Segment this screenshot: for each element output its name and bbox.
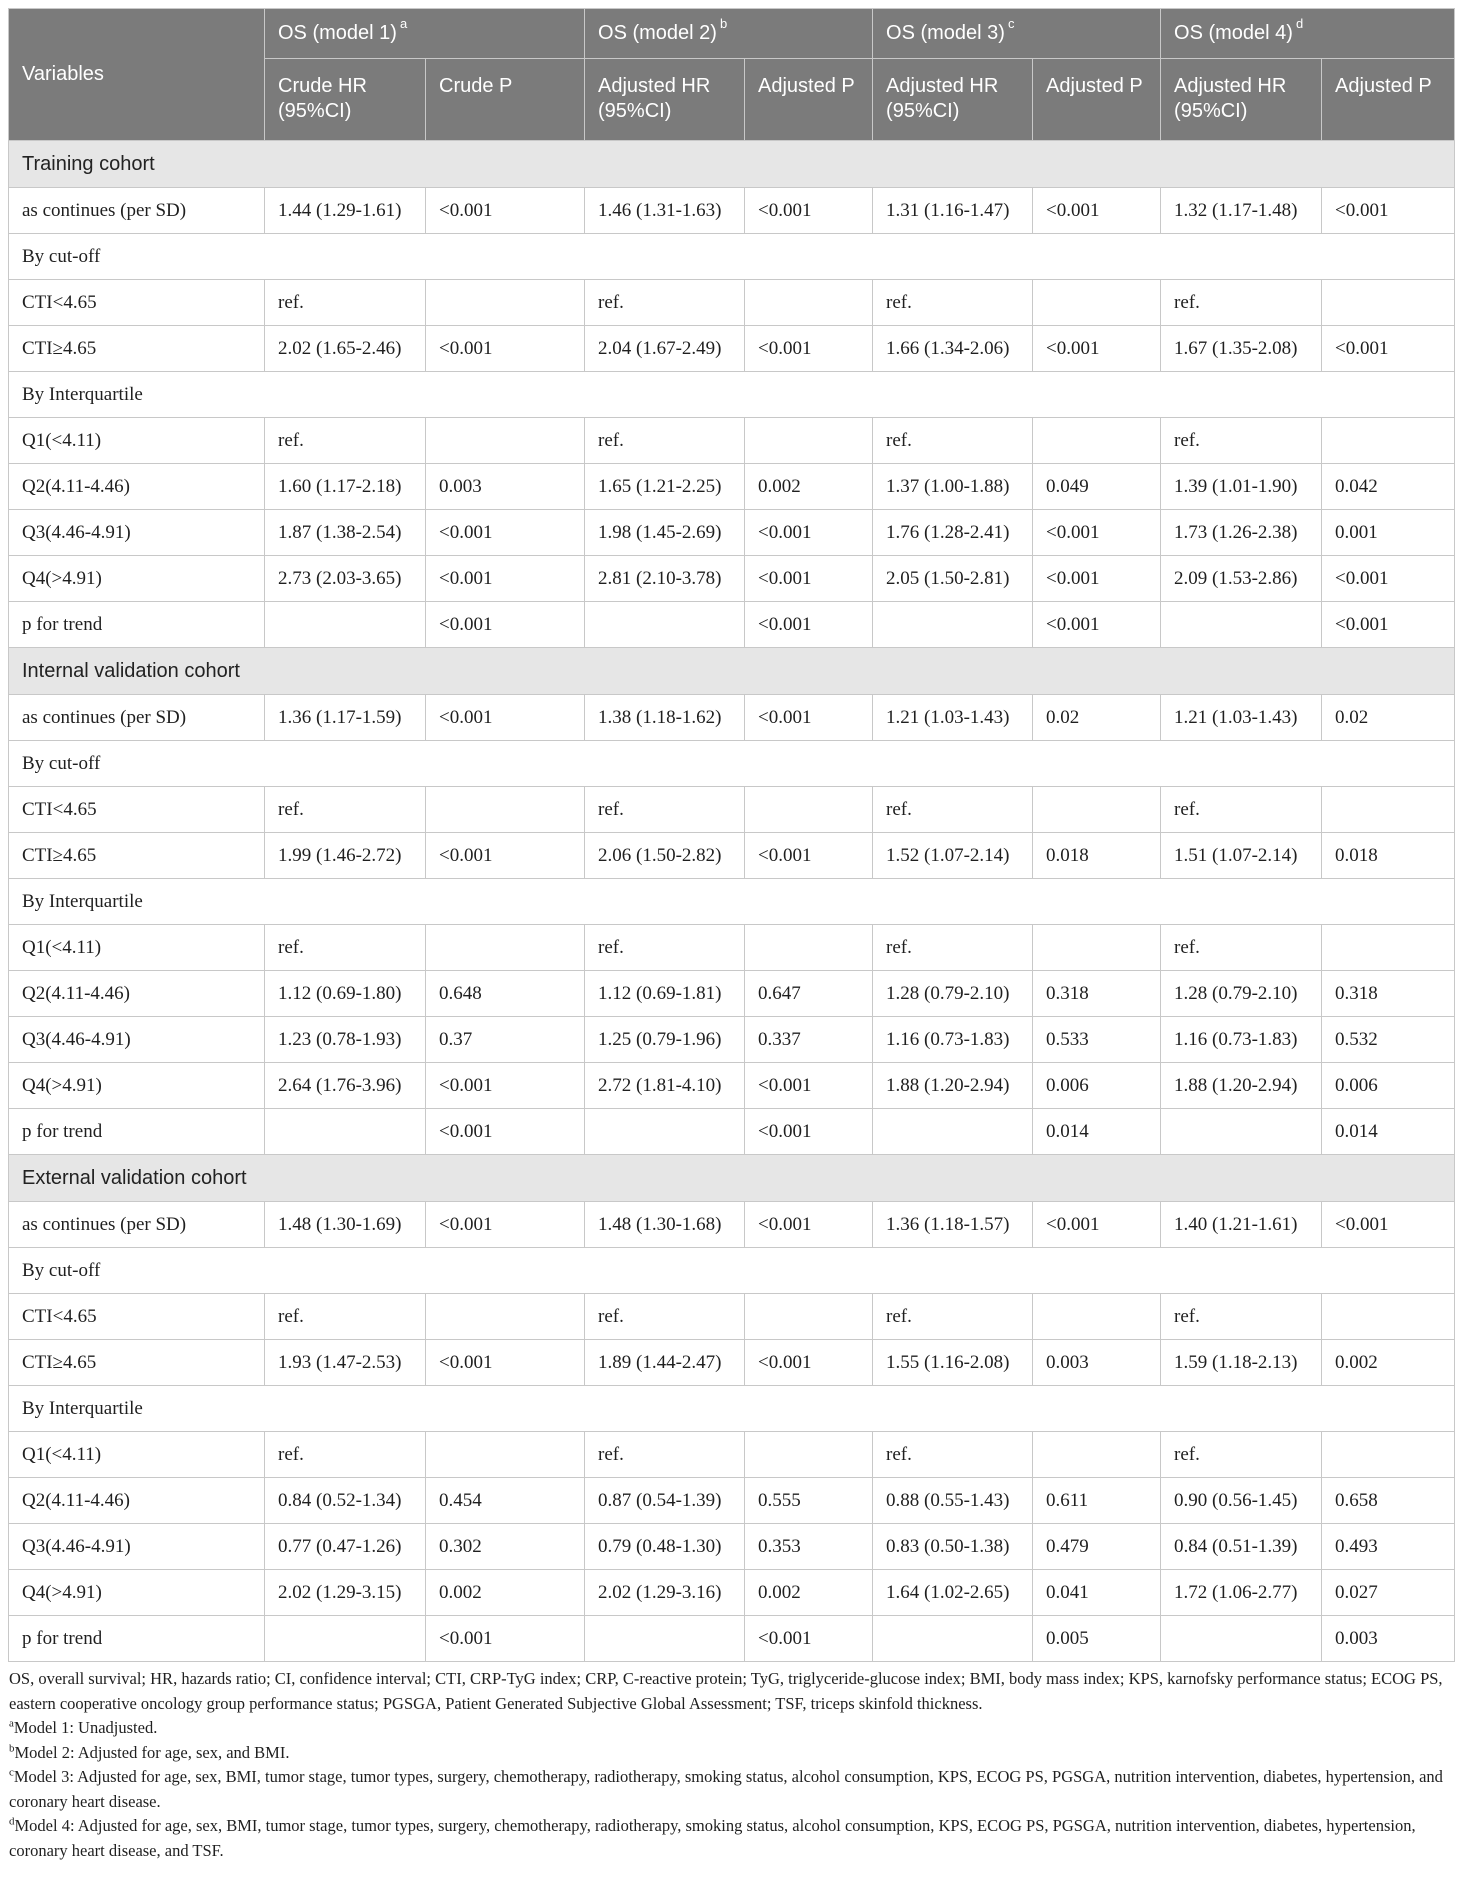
subgroup-row — [9, 741, 1455, 787]
hr-cell: ref. — [873, 418, 1033, 464]
p-value-cell: <0.001 — [426, 1616, 585, 1662]
hr-cell — [873, 602, 1033, 648]
p-value-cell: 0.049 — [1033, 464, 1161, 510]
hr-cell: 1.21 (1.03-1.43) — [873, 695, 1033, 741]
hr-cell: 0.83 (0.50-1.38) — [873, 1524, 1033, 1570]
table-row — [9, 1109, 1455, 1155]
p-value-cell — [1033, 925, 1161, 971]
p-value-cell: 0.302 — [426, 1524, 585, 1570]
table-row — [9, 1340, 1455, 1386]
p-value-cell: <0.001 — [1322, 188, 1455, 234]
row-label: CTI≥4.65 — [9, 1340, 265, 1386]
p-value-cell: <0.001 — [745, 510, 873, 556]
table-row — [9, 1478, 1455, 1524]
p-value-cell: 0.353 — [745, 1524, 873, 1570]
p-value-cell: <0.001 — [745, 1063, 873, 1109]
hr-cell: 1.66 (1.34-2.06) — [873, 326, 1033, 372]
hr-cell: 2.04 (1.67-2.49) — [585, 326, 745, 372]
footnote-b: $^b$Model 2: Adjusted for age, sex, and BMI. — [9, 1742, 290, 1762]
hr-cell: 1.65 (1.21-2.25) — [585, 464, 745, 510]
row-label: Q2(4.11-4.46) — [9, 464, 265, 510]
table-row — [9, 695, 1455, 741]
p-value-cell: <0.001 — [745, 1109, 873, 1155]
hr-cell: 1.39 (1.01-1.90) — [1161, 464, 1322, 510]
p-value-cell — [1322, 1432, 1455, 1478]
p-value-cell: 0.611 — [1033, 1478, 1161, 1524]
hr-cell — [585, 1616, 745, 1662]
table-row — [9, 556, 1455, 602]
section-row — [9, 1155, 1455, 1202]
hr-cell: 1.51 (1.07-2.14) — [1161, 833, 1322, 879]
p-value-cell: 0.337 — [745, 1017, 873, 1063]
hr-cell: 2.73 (2.03-3.65) — [265, 556, 426, 602]
hr-cell: 1.16 (0.73-1.83) — [873, 1017, 1033, 1063]
hr-cell: 1.48 (1.30-1.68) — [585, 1202, 745, 1248]
subgroup-label: By Interquartile — [9, 372, 1455, 418]
p-value-cell: 0.533 — [1033, 1017, 1161, 1063]
p-value-cell — [1033, 280, 1161, 326]
section-title: External validation cohort — [9, 1155, 1455, 1202]
row-label: CTI<4.65 — [9, 280, 265, 326]
row-label: CTI≥4.65 — [9, 833, 265, 879]
header-row-models — [9, 9, 1455, 59]
hr-cell: ref. — [265, 280, 426, 326]
hr-cell: 2.06 (1.50-2.82) — [585, 833, 745, 879]
hr-cell: 1.16 (0.73-1.83) — [1161, 1017, 1322, 1063]
p-value-cell — [745, 925, 873, 971]
p-value-cell: 0.658 — [1322, 1478, 1455, 1524]
hr-cell — [265, 1109, 426, 1155]
p-value-cell: <0.001 — [1033, 556, 1161, 602]
header-metric: Adjusted P — [1322, 59, 1455, 141]
header-model-4: OS (model 4) $^d$ — [1161, 9, 1455, 59]
table-row — [9, 1432, 1455, 1478]
p-value-cell: 0.001 — [1322, 510, 1455, 556]
results-table-container — [8, 8, 1454, 1863]
p-value-cell: <0.001 — [1322, 1202, 1455, 1248]
p-value-cell: <0.001 — [426, 1202, 585, 1248]
p-value-cell: 0.006 — [1033, 1063, 1161, 1109]
footnote-c: $^c$Model 3: Adjusted for age, sex, BMI, tumor stage, tumor types, surgery, chemotherapy, radiotherapy, smoking status, alcohol consumption, KPS, ECOG PS, PGSGA, nutrition intervention, diabetes, hypertension, and coronary heart disease. — [9, 1766, 1443, 1811]
p-value-cell: 0.005 — [1033, 1616, 1161, 1662]
p-value-cell: <0.001 — [426, 556, 585, 602]
table-row — [9, 1524, 1455, 1570]
hr-cell: 1.12 (0.69-1.80) — [265, 971, 426, 1017]
subgroup-row — [9, 1248, 1455, 1294]
section-row — [9, 141, 1455, 188]
p-value-cell — [1033, 1432, 1161, 1478]
table-row — [9, 280, 1455, 326]
p-value-cell: 0.018 — [1033, 833, 1161, 879]
hr-cell: 0.84 (0.52-1.34) — [265, 1478, 426, 1524]
p-value-cell: <0.001 — [426, 602, 585, 648]
table-row — [9, 1570, 1455, 1616]
p-value-cell: <0.001 — [745, 1202, 873, 1248]
p-value-cell — [1322, 280, 1455, 326]
p-value-cell: <0.001 — [745, 833, 873, 879]
p-value-cell — [426, 280, 585, 326]
table-row — [9, 418, 1455, 464]
row-label: Q1(<4.11) — [9, 925, 265, 971]
p-value-cell: 0.014 — [1033, 1109, 1161, 1155]
p-value-cell: 0.003 — [1322, 1616, 1455, 1662]
hr-cell: 2.81 (2.10-3.78) — [585, 556, 745, 602]
hr-cell: 1.36 (1.18-1.57) — [873, 1202, 1033, 1248]
subgroup-label: By cut-off — [9, 741, 1455, 787]
row-label: CTI<4.65 — [9, 787, 265, 833]
p-value-cell — [426, 418, 585, 464]
hr-cell: 1.98 (1.45-2.69) — [585, 510, 745, 556]
hr-cell: 1.37 (1.00-1.88) — [873, 464, 1033, 510]
row-label: Q1(<4.11) — [9, 1432, 265, 1478]
hr-cell: 2.02 (1.65-2.46) — [265, 326, 426, 372]
hr-cell: 1.76 (1.28-2.41) — [873, 510, 1033, 556]
table-row — [9, 1202, 1455, 1248]
row-label: CTI<4.65 — [9, 1294, 265, 1340]
hr-cell: 1.44 (1.29-1.61) — [265, 188, 426, 234]
hr-cell: 1.46 (1.31-1.63) — [585, 188, 745, 234]
p-value-cell — [745, 280, 873, 326]
p-value-cell — [426, 1294, 585, 1340]
row-label: as continues (per SD) — [9, 695, 265, 741]
hr-cell: 1.12 (0.69-1.81) — [585, 971, 745, 1017]
row-label: Q2(4.11-4.46) — [9, 1478, 265, 1524]
hr-cell: 1.88 (1.20-2.94) — [873, 1063, 1033, 1109]
hr-cell: ref. — [265, 925, 426, 971]
p-value-cell: 0.454 — [426, 1478, 585, 1524]
section-row — [9, 648, 1455, 695]
hr-cell: 1.32 (1.17-1.48) — [1161, 188, 1322, 234]
hr-cell: 1.28 (0.79-2.10) — [1161, 971, 1322, 1017]
hr-cell: 1.93 (1.47-2.53) — [265, 1340, 426, 1386]
p-value-cell: 0.318 — [1322, 971, 1455, 1017]
hr-cell — [585, 1109, 745, 1155]
table-footnotes — [8, 1667, 1454, 1863]
hr-cell: 1.52 (1.07-2.14) — [873, 833, 1033, 879]
p-value-cell: 0.493 — [1322, 1524, 1455, 1570]
p-value-cell: <0.001 — [1033, 1202, 1161, 1248]
p-value-cell: 0.002 — [1322, 1340, 1455, 1386]
p-value-cell: <0.001 — [426, 1109, 585, 1155]
hr-cell — [1161, 602, 1322, 648]
header-metric: Adjusted HR (95%CI) — [585, 59, 745, 141]
p-value-cell — [1322, 787, 1455, 833]
hr-cell: 2.09 (1.53-2.86) — [1161, 556, 1322, 602]
hr-cell: ref. — [585, 787, 745, 833]
p-value-cell: <0.001 — [745, 1616, 873, 1662]
hr-cell — [873, 1616, 1033, 1662]
row-label: p for trend — [9, 1109, 265, 1155]
p-value-cell: <0.001 — [1033, 602, 1161, 648]
hr-cell: 2.02 (1.29-3.15) — [265, 1570, 426, 1616]
row-label: p for trend — [9, 602, 265, 648]
subgroup-row — [9, 879, 1455, 925]
table-row — [9, 602, 1455, 648]
table-row — [9, 326, 1455, 372]
hr-cell: ref. — [873, 280, 1033, 326]
subgroup-row — [9, 234, 1455, 280]
p-value-cell: 0.027 — [1322, 1570, 1455, 1616]
footnote-a: $^a$Model 1: Unadjusted. — [9, 1717, 158, 1737]
hr-cell: 2.05 (1.50-2.81) — [873, 556, 1033, 602]
p-value-cell: <0.001 — [1322, 326, 1455, 372]
p-value-cell — [745, 787, 873, 833]
row-label: CTI≥4.65 — [9, 326, 265, 372]
p-value-cell: <0.001 — [426, 188, 585, 234]
p-value-cell: <0.001 — [426, 833, 585, 879]
p-value-cell: <0.001 — [1033, 326, 1161, 372]
hr-cell: ref. — [1161, 925, 1322, 971]
hr-cell: ref. — [265, 787, 426, 833]
hr-cell: ref. — [585, 925, 745, 971]
hr-cell: ref. — [265, 1432, 426, 1478]
hr-cell: 1.73 (1.26-2.38) — [1161, 510, 1322, 556]
hr-cell: ref. — [873, 1432, 1033, 1478]
table-row — [9, 1294, 1455, 1340]
p-value-cell: <0.001 — [745, 188, 873, 234]
hr-cell: 1.67 (1.35-2.08) — [1161, 326, 1322, 372]
p-value-cell: 0.006 — [1322, 1063, 1455, 1109]
p-value-cell: <0.001 — [1033, 188, 1161, 234]
p-value-cell — [1322, 418, 1455, 464]
p-value-cell: <0.001 — [426, 1063, 585, 1109]
p-value-cell: <0.001 — [426, 510, 585, 556]
header-metric: Adjusted P — [1033, 59, 1161, 141]
table-body — [9, 141, 1455, 1662]
hr-cell — [585, 602, 745, 648]
p-value-cell: 0.003 — [1033, 1340, 1161, 1386]
row-label: Q4(>4.91) — [9, 1063, 265, 1109]
hr-cell: ref. — [265, 418, 426, 464]
p-value-cell — [745, 1294, 873, 1340]
header-variables: Variables — [9, 9, 265, 141]
hr-cell: ref. — [1161, 280, 1322, 326]
hr-cell: 1.99 (1.46-2.72) — [265, 833, 426, 879]
hr-cell: 1.60 (1.17-2.18) — [265, 464, 426, 510]
table-row — [9, 464, 1455, 510]
hr-cell: 1.21 (1.03-1.43) — [1161, 695, 1322, 741]
p-value-cell: <0.001 — [1322, 602, 1455, 648]
section-title: Training cohort — [9, 141, 1455, 188]
hr-cell: 1.87 (1.38-2.54) — [265, 510, 426, 556]
p-value-cell: 0.479 — [1033, 1524, 1161, 1570]
hr-cell: ref. — [585, 1294, 745, 1340]
row-label: Q3(4.46-4.91) — [9, 1017, 265, 1063]
p-value-cell: <0.001 — [745, 1340, 873, 1386]
hr-cell: 2.02 (1.29-3.16) — [585, 1570, 745, 1616]
hr-cell: ref. — [873, 787, 1033, 833]
hr-cell: 0.79 (0.48-1.30) — [585, 1524, 745, 1570]
hr-cell — [265, 1616, 426, 1662]
row-label: Q3(4.46-4.91) — [9, 1524, 265, 1570]
p-value-cell: <0.001 — [745, 326, 873, 372]
p-value-cell: 0.02 — [1033, 695, 1161, 741]
row-label: Q3(4.46-4.91) — [9, 510, 265, 556]
table-row — [9, 1063, 1455, 1109]
p-value-cell: <0.001 — [1033, 510, 1161, 556]
hr-cell — [873, 1109, 1033, 1155]
p-value-cell: 0.018 — [1322, 833, 1455, 879]
hr-cell: 1.25 (0.79-1.96) — [585, 1017, 745, 1063]
p-value-cell: 0.318 — [1033, 971, 1161, 1017]
hr-cell: ref. — [265, 1294, 426, 1340]
p-value-cell — [426, 1432, 585, 1478]
row-label: as continues (per SD) — [9, 1202, 265, 1248]
table-row — [9, 971, 1455, 1017]
p-value-cell: 0.555 — [745, 1478, 873, 1524]
subgroup-label: By cut-off — [9, 234, 1455, 280]
p-value-cell — [426, 787, 585, 833]
hr-cell: 1.64 (1.02-2.65) — [873, 1570, 1033, 1616]
p-value-cell: 0.648 — [426, 971, 585, 1017]
row-label: Q2(4.11-4.46) — [9, 971, 265, 1017]
p-value-cell: 0.647 — [745, 971, 873, 1017]
header-metric: Adjusted HR (95%CI) — [873, 59, 1033, 141]
hr-cell: ref. — [1161, 1294, 1322, 1340]
p-value-cell: 0.003 — [426, 464, 585, 510]
hr-cell: ref. — [585, 418, 745, 464]
subgroup-row — [9, 1386, 1455, 1432]
hr-cell: ref. — [585, 1432, 745, 1478]
row-label: p for trend — [9, 1616, 265, 1662]
p-value-cell — [745, 1432, 873, 1478]
hr-cell: 1.38 (1.18-1.62) — [585, 695, 745, 741]
row-label: Q4(>4.91) — [9, 1570, 265, 1616]
subgroup-label: By Interquartile — [9, 879, 1455, 925]
table-row — [9, 925, 1455, 971]
hr-cell: ref. — [1161, 1432, 1322, 1478]
p-value-cell: <0.001 — [426, 326, 585, 372]
hr-cell: ref. — [873, 1294, 1033, 1340]
p-value-cell: 0.042 — [1322, 464, 1455, 510]
hr-cell: 1.59 (1.18-2.13) — [1161, 1340, 1322, 1386]
p-value-cell — [1033, 787, 1161, 833]
p-value-cell: <0.001 — [745, 602, 873, 648]
hr-cell: 2.72 (1.81-4.10) — [585, 1063, 745, 1109]
p-value-cell — [1322, 925, 1455, 971]
hr-cell — [265, 602, 426, 648]
p-value-cell: <0.001 — [745, 695, 873, 741]
hr-cell: 1.40 (1.21-1.61) — [1161, 1202, 1322, 1248]
hr-cell: 0.88 (0.55-1.43) — [873, 1478, 1033, 1524]
section-title: Internal validation cohort — [9, 648, 1455, 695]
hr-cell: ref. — [1161, 787, 1322, 833]
table-row — [9, 510, 1455, 556]
p-value-cell: 0.041 — [1033, 1570, 1161, 1616]
row-label: Q1(<4.11) — [9, 418, 265, 464]
hr-cell: 1.55 (1.16-2.08) — [873, 1340, 1033, 1386]
table-row — [9, 833, 1455, 879]
hr-cell: 0.84 (0.51-1.39) — [1161, 1524, 1322, 1570]
hr-cell: 1.31 (1.16-1.47) — [873, 188, 1033, 234]
hr-cell: 0.87 (0.54-1.39) — [585, 1478, 745, 1524]
table-row — [9, 188, 1455, 234]
header-metric: Adjusted HR (95%CI) — [1161, 59, 1322, 141]
header-model-1: OS (model 1) $^a$ — [265, 9, 585, 59]
hr-cell: ref. — [873, 925, 1033, 971]
row-label: Q4(>4.91) — [9, 556, 265, 602]
header-model-3: OS (model 3) $^c$ — [873, 9, 1161, 59]
subgroup-label: By cut-off — [9, 1248, 1455, 1294]
hr-cell: 1.23 (0.78-1.93) — [265, 1017, 426, 1063]
p-value-cell: 0.002 — [426, 1570, 585, 1616]
row-label: as continues (per SD) — [9, 188, 265, 234]
header-model-2: OS (model 2) $^b$ — [585, 9, 873, 59]
hr-cell: 1.72 (1.06-2.77) — [1161, 1570, 1322, 1616]
p-value-cell: 0.014 — [1322, 1109, 1455, 1155]
table-row — [9, 1616, 1455, 1662]
table-row — [9, 787, 1455, 833]
p-value-cell: <0.001 — [426, 695, 585, 741]
p-value-cell: 0.37 — [426, 1017, 585, 1063]
p-value-cell — [1322, 1294, 1455, 1340]
p-value-cell — [426, 925, 585, 971]
p-value-cell — [745, 418, 873, 464]
hr-cell: 2.64 (1.76-3.96) — [265, 1063, 426, 1109]
header-metric: Crude P — [426, 59, 585, 141]
table-row — [9, 1017, 1455, 1063]
p-value-cell: <0.001 — [426, 1340, 585, 1386]
hr-cell: 1.48 (1.30-1.69) — [265, 1202, 426, 1248]
footnote-d: $^d$Model 4: Adjusted for age, sex, BMI, tumor stage, tumor types, surgery, chemotherapy, radiotherapy, smoking status, alcohol consumption, KPS, ECOG PS, PGSGA, nutrition intervention, diabetes, hypertension, coronary heart disease, and TSF. — [9, 1815, 1416, 1860]
header-metric: Adjusted P — [745, 59, 873, 141]
hr-cell — [1161, 1109, 1322, 1155]
subgroup-row — [9, 372, 1455, 418]
p-value-cell: 0.532 — [1322, 1017, 1455, 1063]
p-value-cell — [1033, 418, 1161, 464]
p-value-cell: <0.001 — [1322, 556, 1455, 602]
hr-cell: ref. — [1161, 418, 1322, 464]
hazard-ratio-table — [8, 8, 1455, 1662]
p-value-cell: 0.002 — [745, 464, 873, 510]
p-value-cell — [1033, 1294, 1161, 1340]
abbreviations-note: OS, overall survival; HR, hazards ratio; CI, confidence interval; CTI, CRP-TyG index; CRP, C-reactive protein; TyG, triglyceride-glucose index; BMI, body mass index; KPS, karnofsky performance status; ECOG PS, eastern cooperative oncology group performance status; PGSGA, Patient Generated Subjective Global Assessment; TSF, triceps skinfold thickness. — [9, 1669, 1443, 1713]
subgroup-label: By Interquartile — [9, 1386, 1455, 1432]
hr-cell: 0.90 (0.56-1.45) — [1161, 1478, 1322, 1524]
hr-cell: 0.77 (0.47-1.26) — [265, 1524, 426, 1570]
p-value-cell: 0.002 — [745, 1570, 873, 1616]
hr-cell — [1161, 1616, 1322, 1662]
hr-cell: 1.89 (1.44-2.47) — [585, 1340, 745, 1386]
hr-cell: ref. — [585, 280, 745, 326]
header-metric: Crude HR (95%CI) — [265, 59, 426, 141]
p-value-cell: 0.02 — [1322, 695, 1455, 741]
hr-cell: 1.28 (0.79-2.10) — [873, 971, 1033, 1017]
hr-cell: 1.88 (1.20-2.94) — [1161, 1063, 1322, 1109]
p-value-cell: <0.001 — [745, 556, 873, 602]
hr-cell: 1.36 (1.17-1.59) — [265, 695, 426, 741]
